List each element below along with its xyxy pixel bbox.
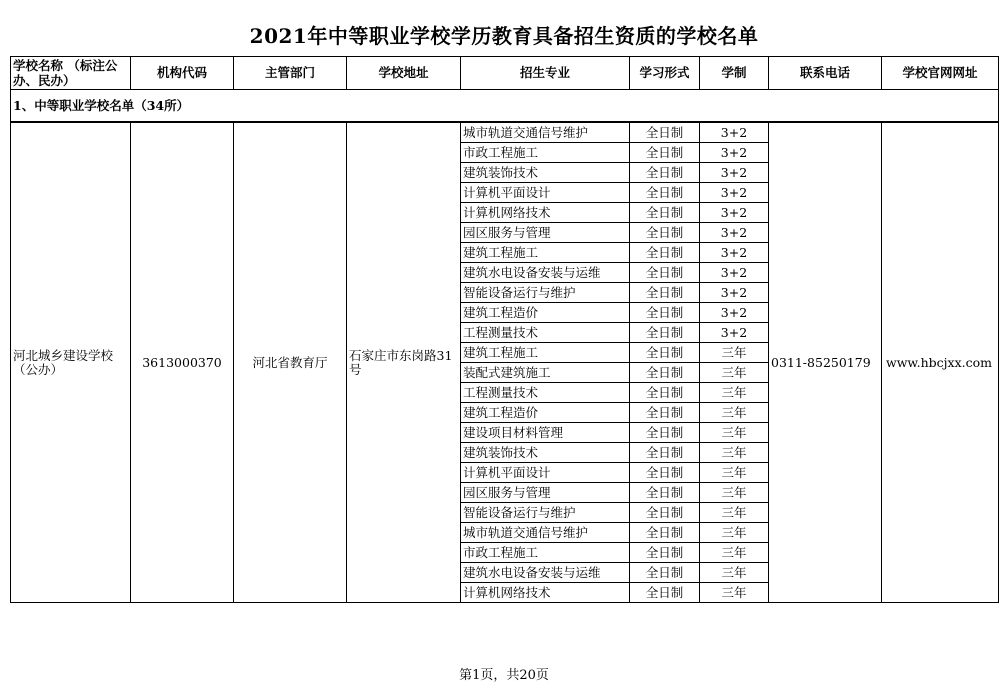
length-cell: 3+2 <box>700 223 769 243</box>
major-cell: 建筑工程施工 <box>461 243 630 263</box>
header-row <box>11 57 999 90</box>
major-cell: 建筑装饰技术 <box>461 163 630 183</box>
major-cell: 城市轨道交通信号维护 <box>461 523 630 543</box>
major-cell: 市政工程施工 <box>461 143 630 163</box>
mode-cell: 全日制 <box>630 563 700 583</box>
major-cell: 计算机网络技术 <box>461 203 630 223</box>
mode-cell: 全日制 <box>630 403 700 423</box>
mode-cell: 全日制 <box>630 543 700 563</box>
length-cell: 三年 <box>700 463 769 483</box>
major-cell: 市政工程施工 <box>461 543 630 563</box>
mode-cell: 全日制 <box>630 183 700 203</box>
mode-cell: 全日制 <box>630 363 700 383</box>
mode-cell: 全日制 <box>630 243 700 263</box>
length-cell: 3+2 <box>700 243 769 263</box>
mode-cell: 全日制 <box>630 263 700 283</box>
header-website: 学校官网网址 <box>882 57 999 90</box>
length-cell: 三年 <box>700 563 769 583</box>
length-cell: 三年 <box>700 443 769 463</box>
major-cell: 工程测量技术 <box>461 323 630 343</box>
length-cell: 三年 <box>700 503 769 523</box>
length-cell: 三年 <box>700 363 769 383</box>
mode-cell: 全日制 <box>630 583 700 603</box>
phone-cell: 0311-85250179 <box>769 122 882 603</box>
mode-cell: 全日制 <box>630 283 700 303</box>
length-cell: 3+2 <box>700 143 769 163</box>
length-cell: 三年 <box>700 343 769 363</box>
mode-cell: 全日制 <box>630 203 700 223</box>
length-cell: 三年 <box>700 523 769 543</box>
mode-cell: 全日制 <box>630 163 700 183</box>
table-row <box>11 122 999 143</box>
website-cell: www.hbcjxx.com <box>882 122 999 603</box>
major-cell: 计算机平面设计 <box>461 463 630 483</box>
header-phone: 联系电话 <box>769 57 882 90</box>
mode-cell: 全日制 <box>630 523 700 543</box>
length-cell: 三年 <box>700 383 769 403</box>
major-cell: 建筑水电设备安装与运维 <box>461 563 630 583</box>
department-cell: 河北省教育厅 <box>234 122 347 603</box>
header-code: 机构代码 <box>131 57 234 90</box>
major-cell: 智能设备运行与维护 <box>461 503 630 523</box>
length-cell: 三年 <box>700 483 769 503</box>
length-cell: 3+2 <box>700 163 769 183</box>
major-cell: 智能设备运行与维护 <box>461 283 630 303</box>
mode-cell: 全日制 <box>630 383 700 403</box>
section-row <box>11 90 999 123</box>
length-cell: 3+2 <box>700 263 769 283</box>
section-label: 1、中等职业学校名单（34所） <box>11 90 999 123</box>
length-cell: 3+2 <box>700 203 769 223</box>
page-footer: 第1页，共20页 <box>459 668 549 683</box>
mode-cell: 全日制 <box>630 122 700 143</box>
length-cell: 三年 <box>700 583 769 603</box>
major-cell: 园区服务与管理 <box>461 223 630 243</box>
mode-cell: 全日制 <box>630 503 700 523</box>
address-cell: 石家庄市东岗路31号 <box>347 122 461 603</box>
mode-cell: 全日制 <box>630 483 700 503</box>
mode-cell: 全日制 <box>630 423 700 443</box>
major-cell: 工程测量技术 <box>461 383 630 403</box>
header-mode: 学习形式 <box>630 57 700 90</box>
length-cell: 三年 <box>700 543 769 563</box>
header-length: 学制 <box>700 57 769 90</box>
header-school-name: 学校名称 （标注公办、民办） <box>11 57 131 90</box>
length-cell: 3+2 <box>700 323 769 343</box>
length-cell: 3+2 <box>700 183 769 203</box>
length-cell: 3+2 <box>700 303 769 323</box>
major-cell: 城市轨道交通信号维护 <box>461 122 630 143</box>
mode-cell: 全日制 <box>630 143 700 163</box>
major-cell: 建筑工程施工 <box>461 343 630 363</box>
mode-cell: 全日制 <box>630 323 700 343</box>
school-table <box>10 56 999 603</box>
major-cell: 计算机平面设计 <box>461 183 630 203</box>
major-cell: 建筑工程造价 <box>461 303 630 323</box>
length-cell: 3+2 <box>700 283 769 303</box>
major-cell: 计算机网络技术 <box>461 583 630 603</box>
page-title: 2021年中等职业学校学历教育具备招生资质的学校名单 <box>249 24 759 48</box>
length-cell: 3+2 <box>700 122 769 143</box>
mode-cell: 全日制 <box>630 463 700 483</box>
major-cell: 建筑水电设备安装与运维 <box>461 263 630 283</box>
mode-cell: 全日制 <box>630 343 700 363</box>
mode-cell: 全日制 <box>630 223 700 243</box>
school-name-cell: 河北城乡建设学校（公办） <box>11 122 131 603</box>
major-cell: 园区服务与管理 <box>461 483 630 503</box>
header-major: 招生专业 <box>461 57 630 90</box>
length-cell: 三年 <box>700 403 769 423</box>
mode-cell: 全日制 <box>630 303 700 323</box>
org-code-cell: 3613000370 <box>131 122 234 603</box>
header-address: 学校地址 <box>347 57 461 90</box>
length-cell: 三年 <box>700 423 769 443</box>
major-cell: 建设项目材料管理 <box>461 423 630 443</box>
major-cell: 建筑工程造价 <box>461 403 630 423</box>
header-dept: 主管部门 <box>234 57 347 90</box>
major-cell: 建筑装饰技术 <box>461 443 630 463</box>
mode-cell: 全日制 <box>630 443 700 463</box>
major-cell: 装配式建筑施工 <box>461 363 630 383</box>
